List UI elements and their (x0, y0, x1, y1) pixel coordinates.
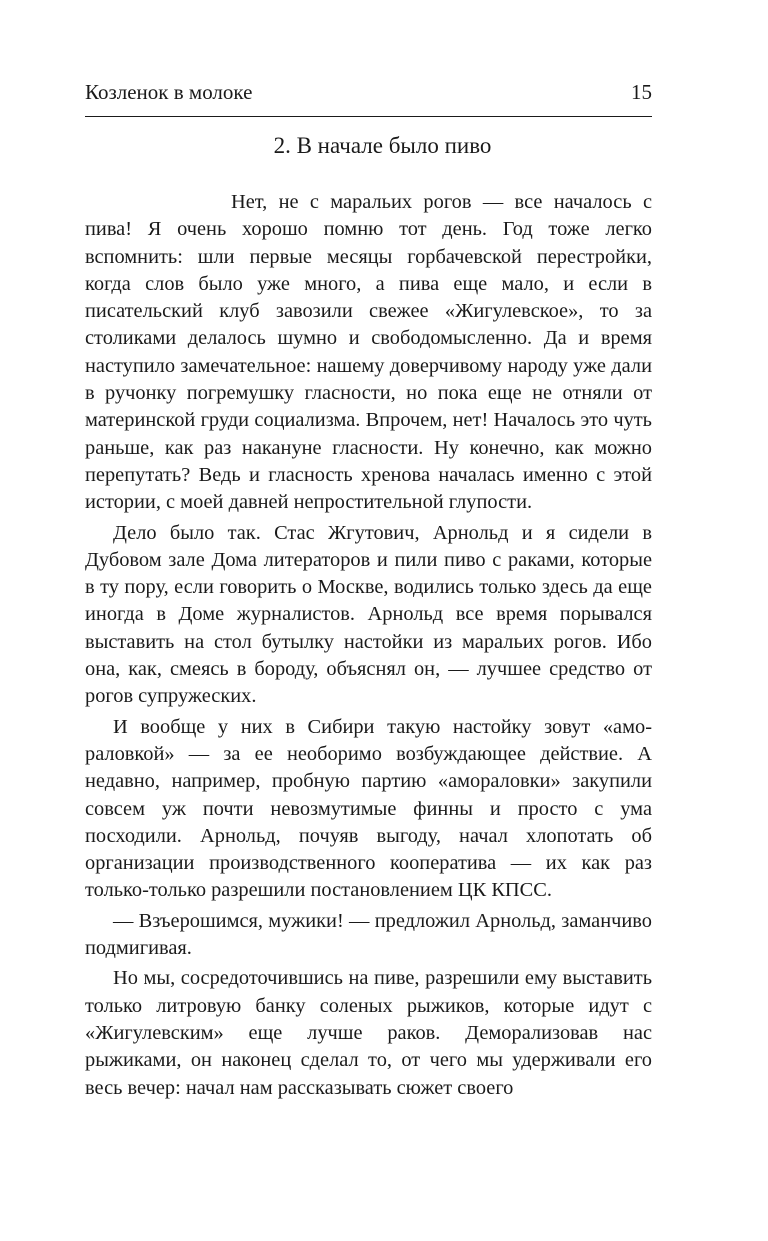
paragraph: Нет, не с маральих рогов — все началось с пива! Я очень хорошо помню тот день. Год тоже легко вспомнить: шли первые месяцы горбачевской перестройки, когда слов было уже много, а пива еще мало, и если в писательский клуб завозили свежее «Жигулевское», то за столиками делалось шумно и свободомысленно. Да и время наступило замечательное: нашему доверчивому народу уже дали в ручонку погремушку гласности, но пока еще не отняли от материнской груди социализма. Впрочем, нет! Началось это чуть раньше, как раз накануне гласности. Ну конечно, как можно перепутать? Ведь и гласность хренова началась именно с этой истории, с моей давней непростительной глупости. (85, 191, 652, 514)
body-text (85, 189, 652, 1102)
paragraph: Но мы, сосредоточившись на пиве, разрешили ему выставить только литровую банку соленых рыжиков, которые идут с «Жигулевским» еще лучше раков. Деморализовав нас рыжиками, он наконец сделал то, от чего мы удерживали его весь вечер: начал нам рассказывать сюжет своего (85, 967, 652, 1099)
running-title: Козленок в молоке (85, 80, 253, 104)
book-page (85, 78, 652, 1105)
paragraph: Дело было так. Стас Жгутович, Арнольд и я сидели в Дубовом зале Дома литераторов и пили пиво с раками, которые в ту пору, если говорить о Москве, водились только здесь да еще иногда в Доме журналистов. Арнольд все время порывался выставить на стол бутылку настойки из маральих рогов. Ибо она, как, смеясь в бороду, объяснял он, — лучшее средство от рогов супружеских. (85, 521, 652, 708)
paragraph: — Взъерошимся, мужики! — предложил Арнольд, заманчиво подмигивая. (85, 909, 652, 960)
running-header (85, 78, 652, 117)
page-number: 15 (631, 80, 652, 104)
chapter-title: 2. В начале было пиво (273, 133, 492, 158)
paragraph: И вообще у них в Сибири такую настойку зовут «амораловкой» — за ее необоримо возбуждающее действие. А недавно, например, пробную партию «амораловки» закупили совсем уж почти невозмутимые финны и просто с ума посходили. Арнольд, почуяв выгоду, начал хлопотать об организации производственного кооператива — их как раз только-только разрешили постановлением ЦК КПСС. (85, 715, 652, 902)
